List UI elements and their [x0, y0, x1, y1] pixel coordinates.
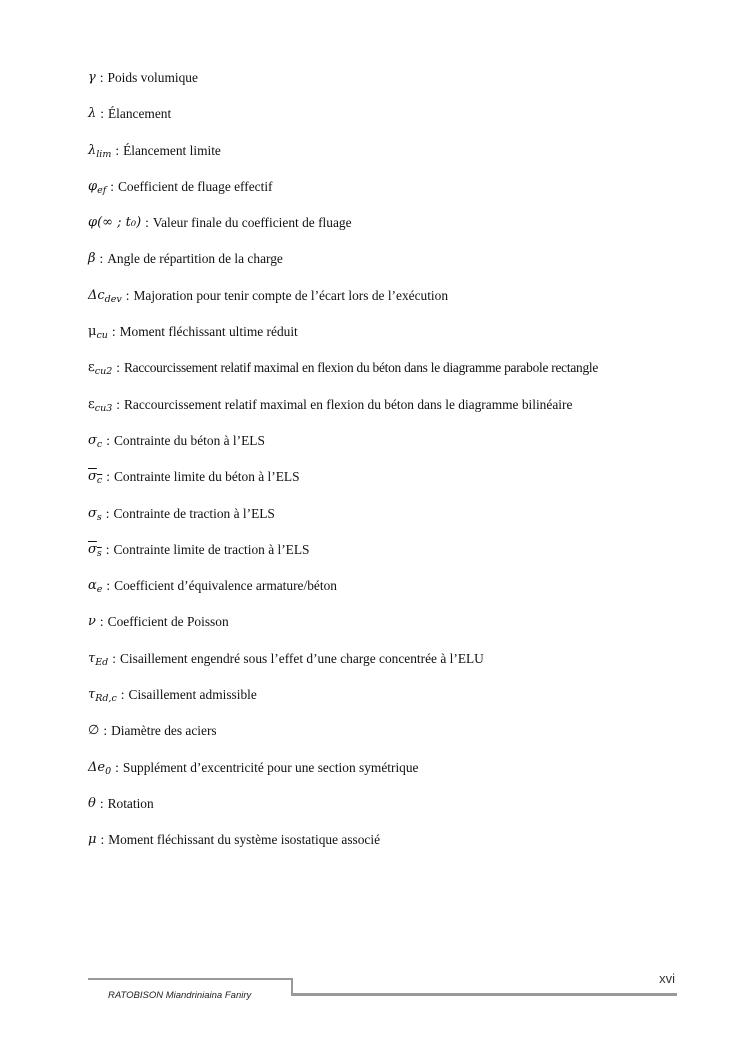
description: Moment fléchissant ultime réduit: [119, 324, 298, 340]
separator: :: [99, 251, 104, 267]
description: Angle de répartition de la charge: [107, 251, 283, 267]
separator: :: [115, 759, 119, 775]
symbol: $\Delta e_0$: [88, 759, 112, 777]
list-item: [88, 320, 708, 356]
list-item: [88, 538, 708, 574]
page-number: xvi: [659, 971, 675, 986]
list-item: [88, 574, 708, 610]
footer-divider-step: [291, 978, 293, 994]
separator: :: [110, 178, 114, 194]
separator: :: [112, 650, 116, 666]
symbol: $\alpha_e$: [88, 578, 103, 596]
separator: :: [116, 396, 120, 412]
symbol: θ: [88, 795, 96, 811]
list-item: [88, 393, 708, 429]
footer-author: RATOBISON Miandriniaina Faniry: [108, 990, 252, 1001]
symbol: φ(∞ ; t₀): [88, 215, 142, 231]
list-item: [88, 828, 708, 864]
separator: :: [105, 505, 110, 521]
symbol: $\sigma_s$: [88, 505, 102, 523]
symbol: ∅: [88, 723, 100, 739]
separator: :: [99, 614, 104, 630]
description: Valeur finale du coefficient de fluage: [152, 215, 352, 231]
separator: :: [120, 687, 125, 703]
list-item: [88, 102, 708, 138]
description: Élancement limite: [123, 142, 221, 158]
symbol: $\mu_{cu}$: [88, 324, 108, 342]
description: Contrainte de traction à l’ELS: [113, 505, 275, 521]
list-item: [88, 356, 708, 392]
separator: :: [111, 324, 116, 340]
symbol: $\tau_{Rd,c}$: [88, 687, 117, 705]
symbol: μ: [88, 832, 97, 848]
symbol: ν: [88, 614, 96, 630]
list-item: [88, 756, 708, 792]
footer-divider: [88, 978, 292, 980]
description: Rotation: [107, 795, 154, 811]
description: Coefficient de Poisson: [107, 614, 229, 630]
description: Coefficient d’équivalence armature/béton: [114, 578, 337, 594]
symbol: $\varepsilon_{cu2}$: [88, 360, 113, 378]
description: Élancement: [107, 106, 172, 122]
description: Coefficient de fluage effectif: [117, 178, 273, 194]
list-item: [88, 284, 708, 320]
description: Cisaillement engendré sous l’effet d’une charge concentrée à l’ELU: [119, 650, 484, 666]
separator: :: [100, 832, 105, 848]
list-item: [88, 502, 708, 538]
list-item: [88, 647, 708, 683]
symbol: $\varepsilon_{cu3}$: [88, 396, 113, 414]
description: Poids volumique: [107, 70, 198, 85]
separator: :: [99, 70, 104, 85]
list-item: [88, 211, 708, 247]
separator: :: [125, 287, 130, 303]
separator: :: [100, 106, 104, 122]
separator: :: [145, 215, 149, 231]
list-item: [88, 465, 708, 501]
description: Contrainte du béton à l’ELS: [113, 432, 265, 448]
list-item: [88, 792, 708, 828]
separator: :: [106, 469, 110, 485]
list-item: [88, 66, 708, 102]
symbol: $\varphi_{ef}$: [88, 178, 107, 196]
description: Cisaillement admissible: [128, 687, 257, 703]
separator: :: [103, 723, 108, 739]
description: Contrainte limite du béton à l’ELS: [113, 469, 300, 485]
list-item: [88, 719, 708, 755]
description: Moment fléchissant du système isostatique associé: [108, 832, 381, 848]
description: Diamètre des aciers: [111, 723, 217, 739]
list-item: [88, 175, 708, 211]
description: Raccourcissement relatif maximal en flexion du béton dans le diagramme bilinéaire: [123, 396, 573, 412]
separator: :: [106, 578, 111, 594]
separator: :: [106, 432, 110, 448]
list-item: [88, 429, 708, 465]
list-item: [88, 683, 708, 719]
separator: :: [116, 360, 120, 376]
symbol: γ: [88, 70, 96, 85]
separator: :: [105, 541, 110, 557]
list-item: [88, 247, 708, 283]
symbol: $\sigma_s$: [88, 541, 102, 559]
footer-divider: [291, 993, 677, 996]
list-item: [88, 610, 708, 646]
symbol: $\tau_{Ed}$: [88, 650, 109, 668]
symbol: $\lambda_{lim}$: [88, 142, 112, 160]
symbol: $\sigma_c$: [88, 432, 103, 450]
symbol: $\Delta c_{dev}$: [88, 287, 122, 305]
symbol: β: [88, 251, 96, 267]
description: Supplément d’excentricité pour une section symétrique: [122, 759, 419, 775]
symbol: $\sigma_c$: [88, 469, 103, 487]
symbol: λ: [88, 106, 97, 122]
list-item: [88, 139, 708, 175]
description: Majoration pour tenir compte de l’écart lors de l’exécution: [133, 287, 449, 303]
separator: :: [115, 142, 120, 158]
separator: :: [99, 795, 104, 811]
symbol-list: [88, 66, 708, 865]
description: Raccourcissement relatif maximal en flexion du béton dans le diagramme parabole rectangle: [123, 360, 599, 376]
description: Contrainte limite de traction à l’ELS: [113, 541, 310, 557]
